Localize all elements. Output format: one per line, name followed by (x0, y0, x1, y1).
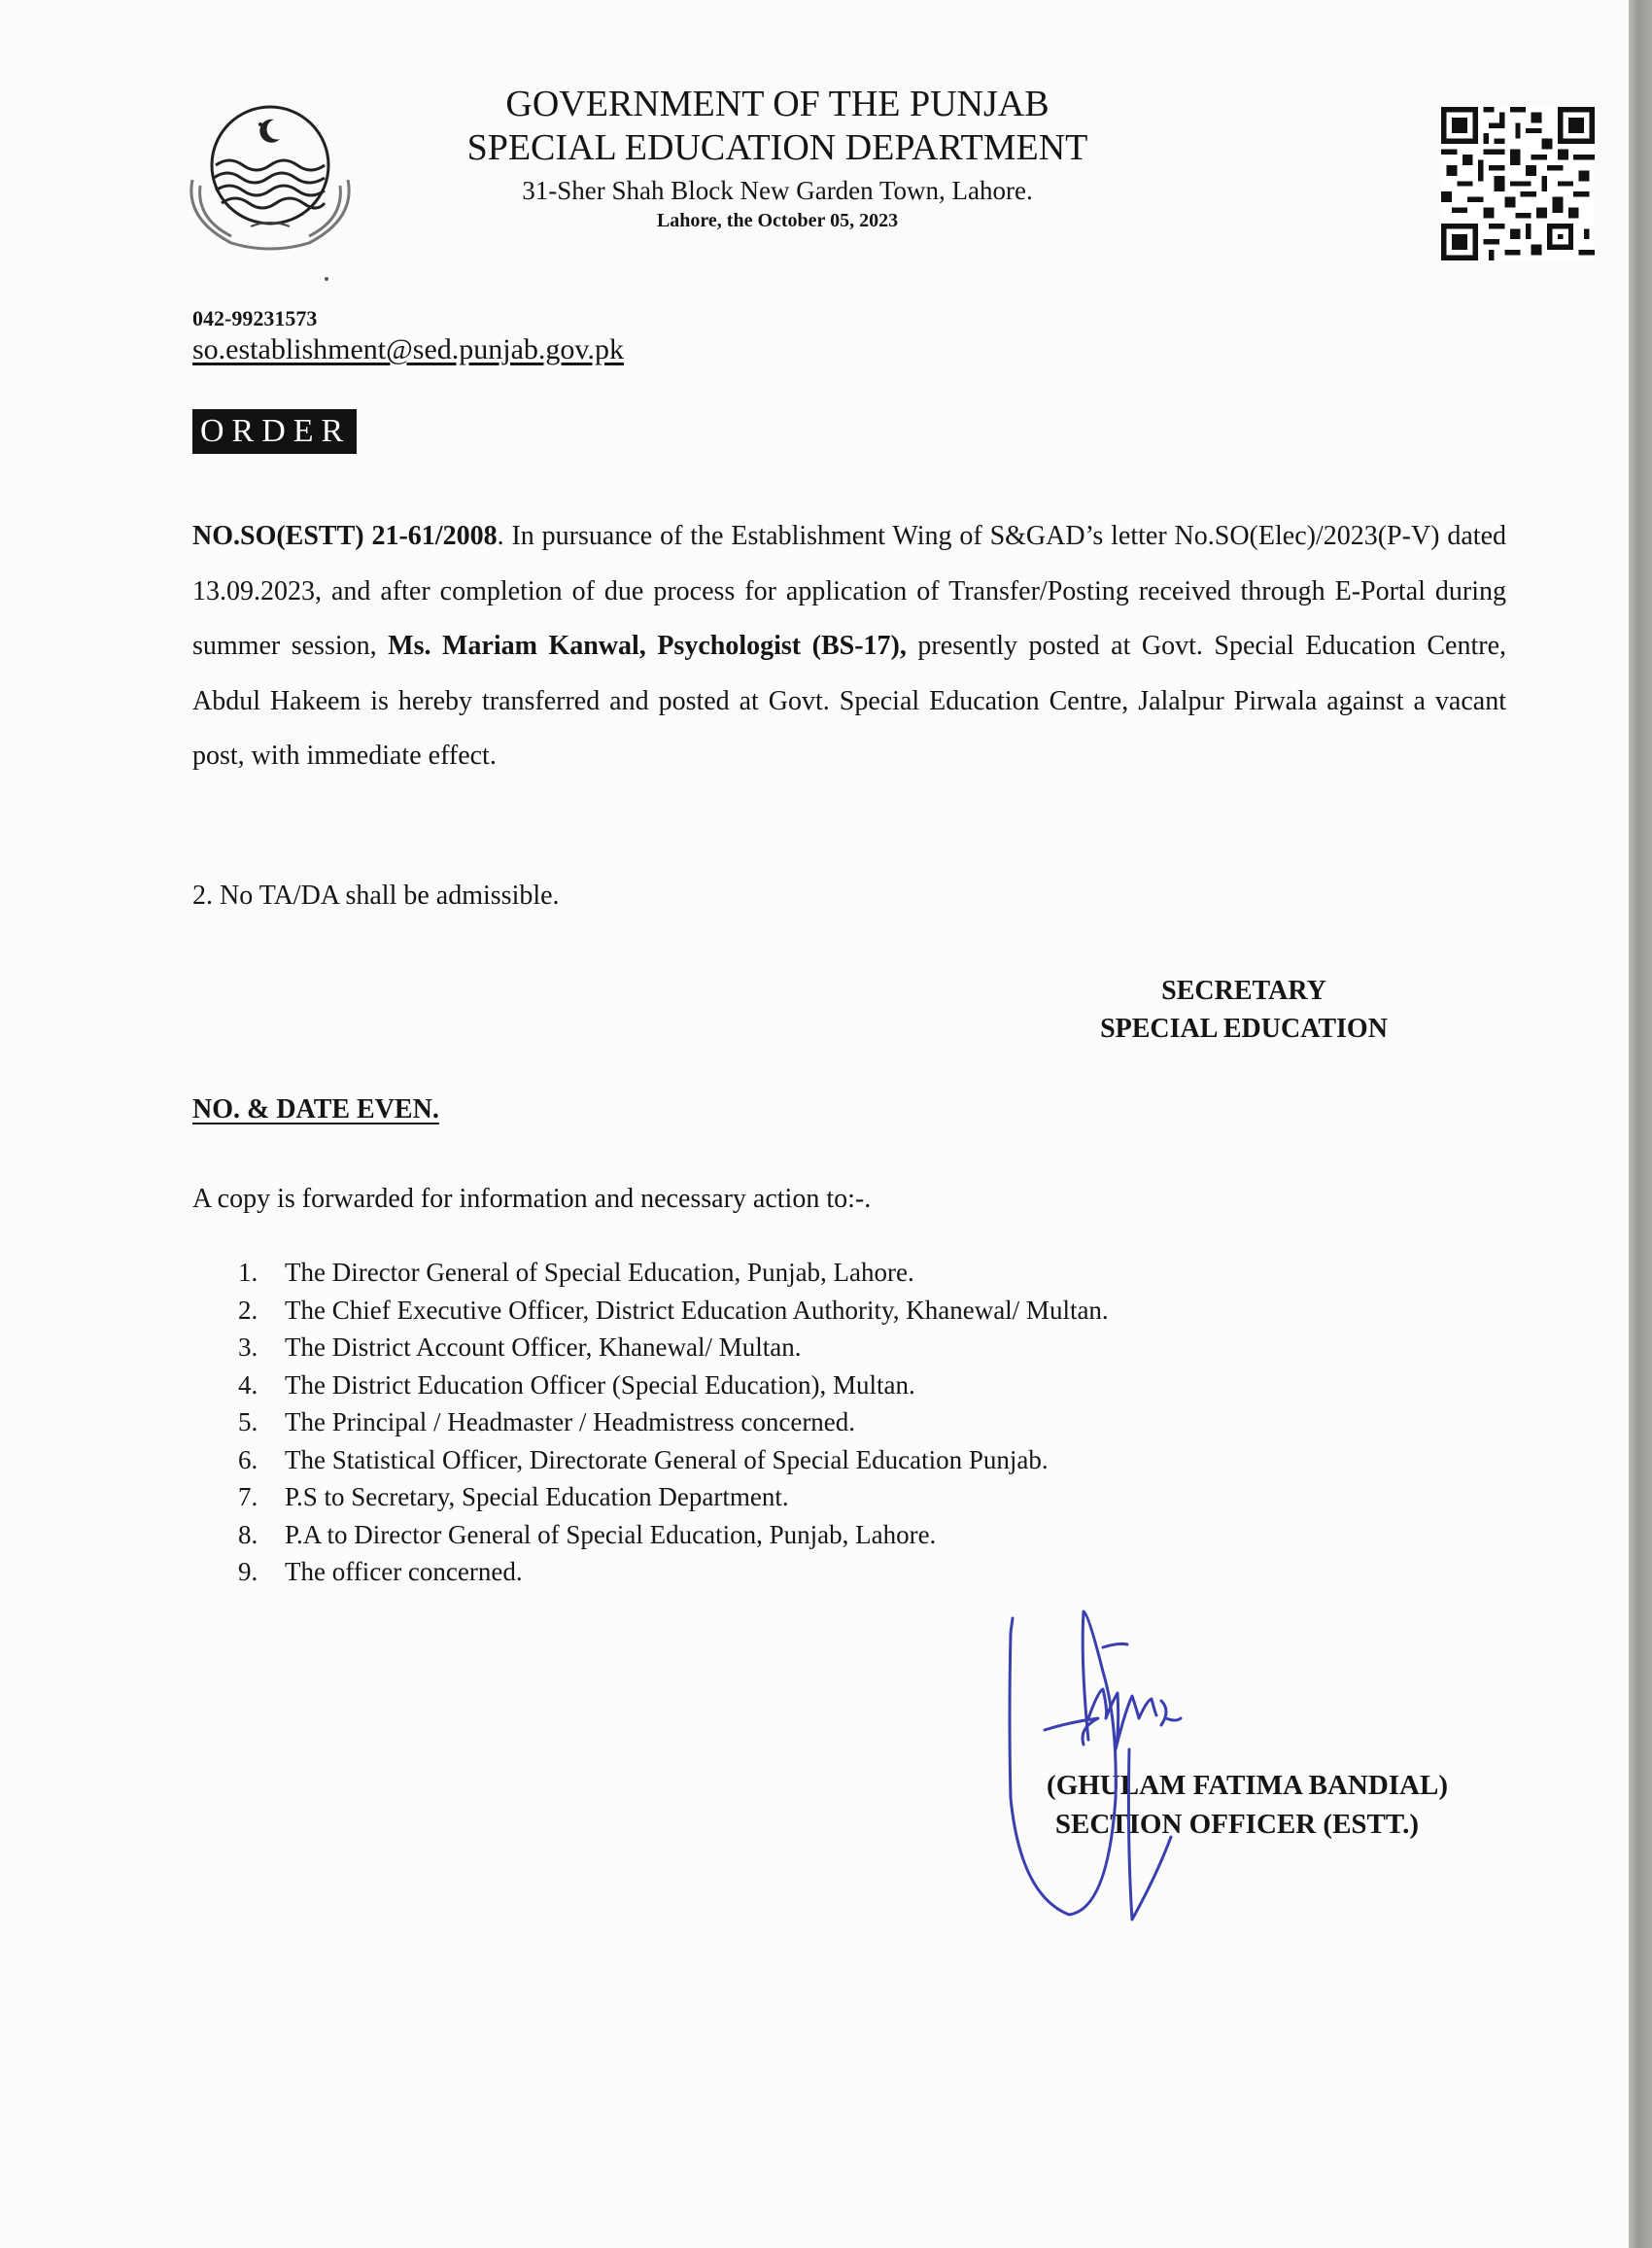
scan-speck (325, 277, 328, 281)
order-text-2: presently posted at Govt. Special Education Centre, Abdul Hakeem is hereby transferred and posted at Govt. Special Education Centre, Jalalpur Pirwala against a vacant post, with immediate effect. (192, 631, 1506, 771)
paragraph-2: 2. No TA/DA shall be admissible. (192, 881, 560, 911)
order-text-1: . In pursuance of the Establishment Wing of S&GAD’s letter No.SO(Elec)/2023(P-V) dated 13.09.2023, and after completion of due process for application of Transfer/Posting received through E-Portal during summer session, (192, 521, 1507, 661)
department-heading: SPECIAL EDUCATION DEPARTMENT (466, 127, 1088, 168)
phone-number: 042-99231573 (192, 306, 318, 330)
signatory-name: (GHULAM FATIMA BANDIAL) (1047, 1770, 1448, 1801)
qr-code-icon (1441, 107, 1595, 260)
recipient-text: The Chief Executive Officer, District Education Authority, Khanewal/ Multan. (285, 1295, 1109, 1325)
recipient-text: The officer concerned. (285, 1557, 523, 1586)
list-number: 8. (238, 1519, 258, 1549)
issuer-line-1: SECRETARY (1161, 976, 1326, 1006)
list-item (238, 1553, 1109, 1591)
signatory-title: SECTION OFFICER (ESTT.) (1054, 1809, 1419, 1840)
issue-date: Lahore, the October 05, 2023 (656, 210, 899, 231)
list-item (238, 1254, 1109, 1292)
reference-number: NO.SO(ESTT) 21-61/2008 (192, 521, 498, 551)
officer-name: Ms. Mariam Kanwal, Psychologist (BS-17), (388, 631, 907, 661)
list-item (238, 1516, 1109, 1554)
email-link[interactable]: so.establishment@sed.punjab.gov.pk (192, 333, 624, 365)
recipient-text: P.A to Director General of Special Education, Punjab, Lahore. (285, 1519, 937, 1549)
copy-heading: NO. & DATE EVEN. (192, 1094, 439, 1124)
recipient-text: P.S to Secretary, Special Education Department. (285, 1482, 789, 1511)
recipient-text: The District Account Officer, Khanewal/ Multan. (285, 1332, 802, 1362)
list-number: 3. (238, 1332, 258, 1362)
list-item (238, 1441, 1109, 1479)
list-item (238, 1403, 1109, 1441)
list-number: 4. (238, 1369, 258, 1400)
issuer-line-2: SPECIAL EDUCATION (1100, 1014, 1388, 1044)
scan-border (1629, 0, 1652, 2248)
list-number: 5. (238, 1407, 258, 1436)
list-number: 7. (238, 1482, 258, 1511)
recipient-text: The Principal / Headmaster / Headmistress concerned. (285, 1407, 856, 1436)
list-item (238, 1478, 1109, 1516)
list-number: 9. (238, 1557, 258, 1586)
recipient-text: The Statistical Officer, Directorate General of Special Education Punjab. (285, 1444, 1049, 1474)
order-paragraph (192, 509, 1506, 784)
list-number: 6. (238, 1444, 258, 1474)
order-label: ORDER (192, 409, 357, 454)
list-number: 1. (238, 1258, 258, 1287)
handwritten-signature (991, 1604, 1283, 1934)
recipient-list (238, 1254, 1109, 1591)
recipient-text: The Director General of Special Education, Punjab, Lahore. (285, 1258, 914, 1287)
list-item (238, 1329, 1109, 1366)
punjab-emblem-logo (173, 92, 367, 258)
list-item (238, 1292, 1109, 1330)
issuer-block (1069, 972, 1419, 1048)
govt-heading: GOVERNMENT OF THE PUNJAB (505, 84, 1050, 124)
department-address: 31-Sher Shah Block New Garden Town, Lahore. (522, 176, 1033, 205)
recipient-text: The District Education Officer (Special Education), Multan. (285, 1369, 915, 1400)
list-item (238, 1366, 1109, 1404)
list-number: 2. (238, 1295, 258, 1325)
copy-intro: A copy is forwarded for information and necessary action to:-. (192, 1184, 872, 1214)
